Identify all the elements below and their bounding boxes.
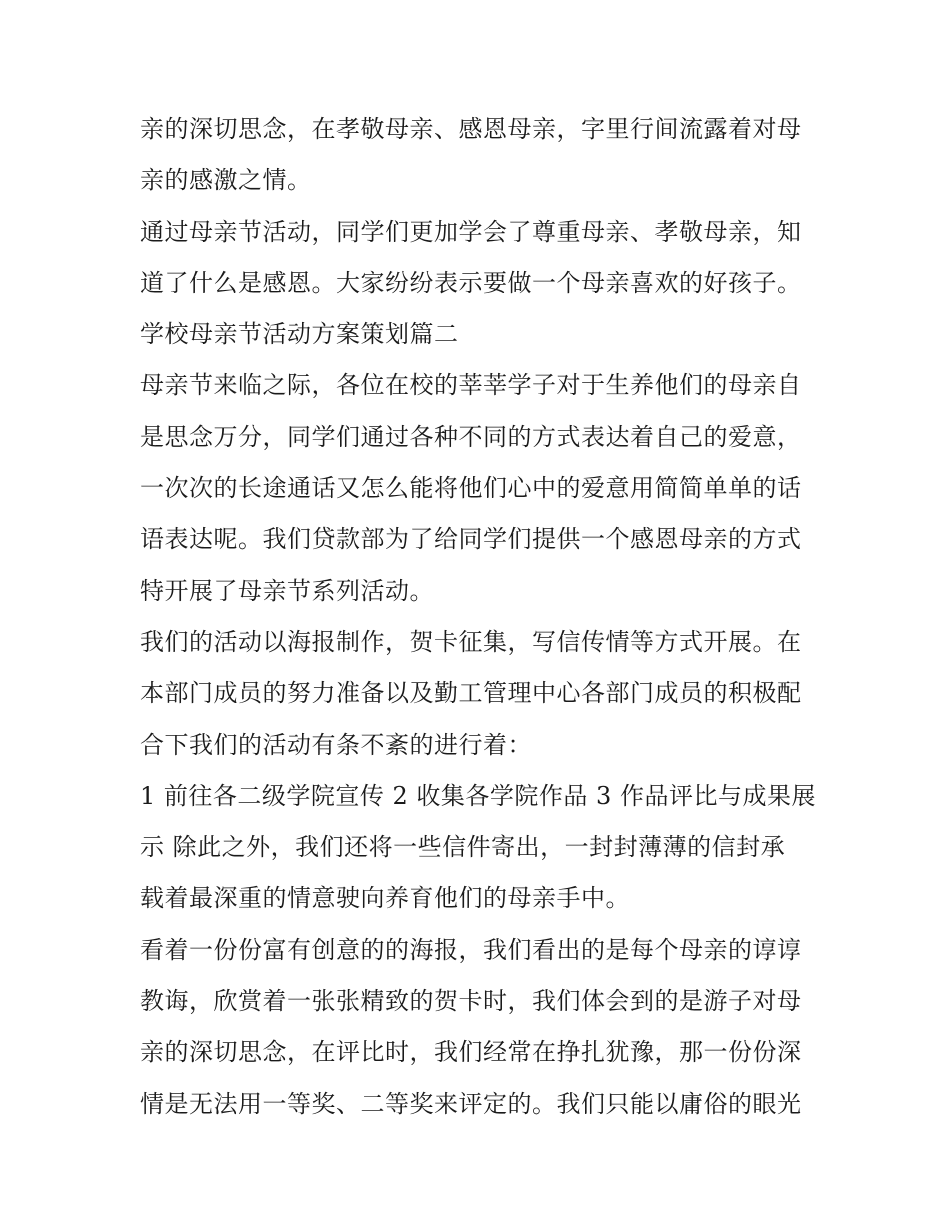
text-line-2: 亲的感激之情。	[140, 166, 312, 195]
text-line-20: 情是无法用一等奖、二等奖来评定的。我们只能以庸俗的眼光	[140, 1089, 802, 1118]
text-line-11: 我们的活动以海报制作，贺卡征集，写信传情等方式开展。在	[140, 627, 802, 656]
text-line-14: 1 前往各二级学院宣传 2 收集各学院作品 3 作品评比与成果展	[140, 781, 816, 810]
text-line-13: 合下我们的活动有条不紊的进行着：	[140, 730, 532, 759]
text-line-19: 亲的深切思念，在评比时，我们经常在挣扎犹豫，那一份份深	[140, 1038, 802, 1067]
text-line-18: 教诲，欣赏着一张张精致的贺卡时，我们体会到的是游子对母	[140, 987, 802, 1016]
text-line-4: 道了什么是感恩。大家纷纷表示要做一个母亲喜欢的好孩子。	[140, 268, 802, 297]
section-heading: 学校母亲节活动方案策划篇二	[140, 320, 459, 349]
text-line-6: 母亲节来临之际，各位在校的莘莘学子对于生养他们的母亲自	[140, 371, 802, 400]
text-line-16: 载着最深重的情意驶向养育他们的母亲手中。	[140, 884, 630, 913]
text-line-8: 一次次的长途通话又怎么能将他们心中的爱意用简简单单的话	[140, 474, 802, 503]
text-line-12: 本部门成员的努力准备以及勤工管理中心各部门成员的积极配	[140, 679, 802, 708]
text-line-9: 语表达呢。我们贷款部为了给同学们提供一个感恩母亲的方式	[140, 525, 802, 554]
text-line-10: 特开展了母亲节系列活动。	[140, 576, 434, 605]
text-line-7: 是思念万分，同学们通过各种不同的方式表达着自己的爱意，	[140, 422, 802, 451]
text-line-3: 通过母亲节活动，同学们更加学会了尊重母亲、孝敬母亲，知	[140, 217, 802, 246]
text-line-1: 亲的深切思念，在孝敬母亲、感恩母亲，字里行间流露着对母	[140, 115, 802, 143]
text-line-15: 示 除此之外，我们还将一些信件寄出，一封封薄薄的信封承	[140, 833, 786, 862]
document-body	[140, 104, 820, 1130]
text-line-17: 看着一份份富有创意的的海报，我们看出的是每个母亲的谆谆	[140, 935, 802, 964]
